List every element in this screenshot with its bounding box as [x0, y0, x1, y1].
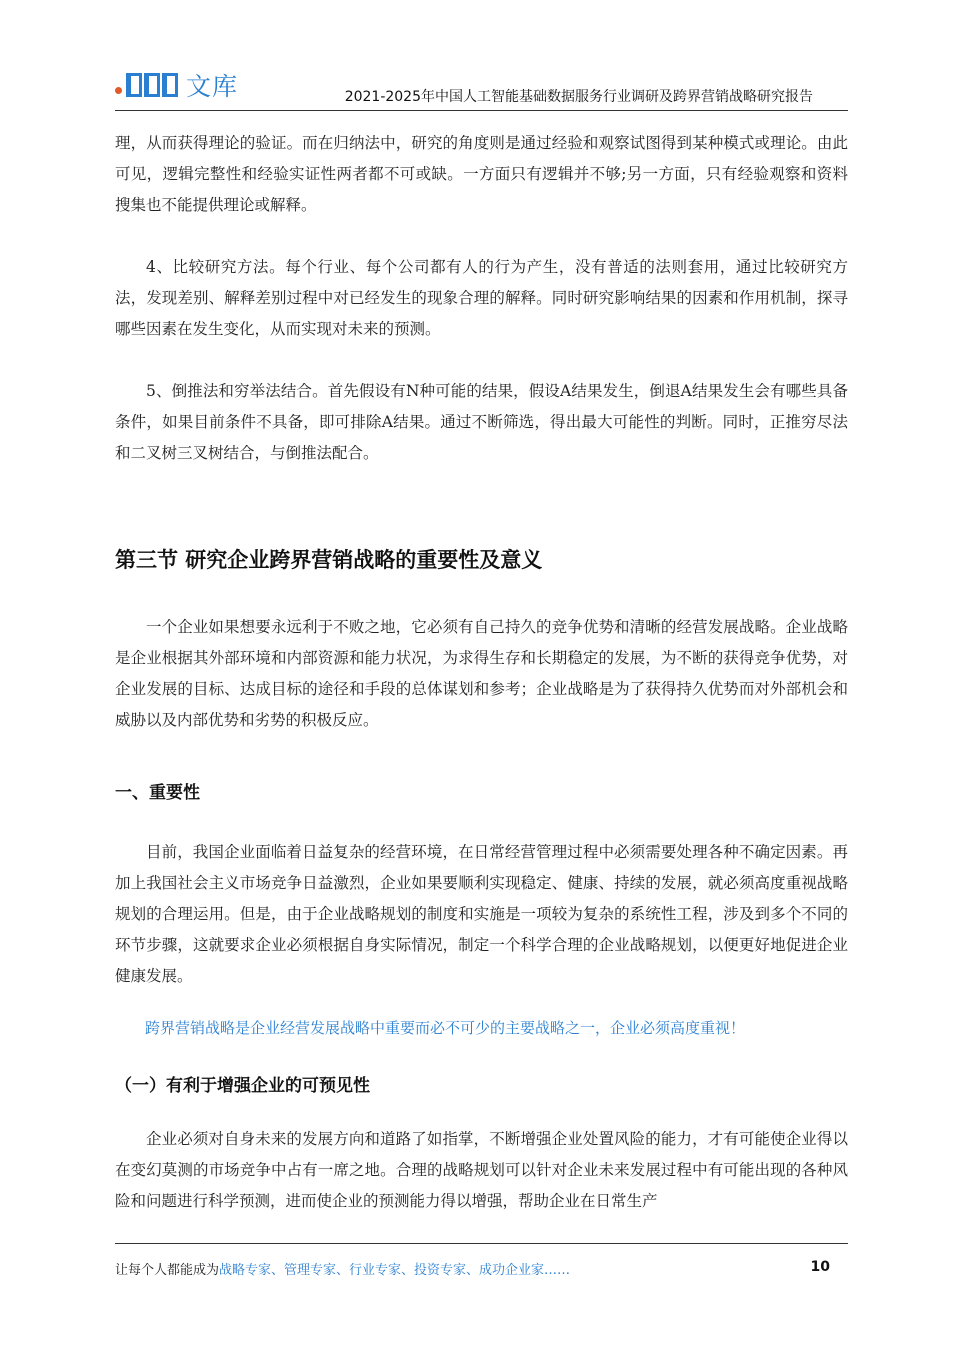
- paragraph-backward-method: 5、倒推法和穷举法结合。首先假设有N种可能的结果，假设A结果发生，倒退A结果发生会有哪些具备条件，如果目前条件不具备，即可排除A结果。通过不断筛选，得出最大可能性的判断。同时，正推穷尽法和二叉树三叉树结合，与倒推法配合。: [115, 382, 848, 462]
- section-title: 第三节 研究企业跨界营销战略的重要性及意义: [115, 548, 543, 572]
- logo-dot-icon: [115, 87, 122, 94]
- logo: [115, 68, 238, 102]
- page-footer: [115, 1243, 848, 1278]
- page-number: 10: [810, 1259, 830, 1275]
- logo-mark-icon: [126, 73, 178, 97]
- paragraph-comparative-method: 4、比较研究方法。每个行业、每个公司都有人的行为产生，没有普适的法则套用，通过比较研究方法，发现差别、解释差别过程中对已经发生的现象合理的解释。同时研究影响结果的因素和作用机制，探寻哪些因素在发生变化，从而实现对未来的预测。: [115, 258, 848, 338]
- report-title: 2021-2025年中国人工智能基础数据服务行业调研及跨界营销战略研究报告: [344, 89, 813, 105]
- header-divider: [115, 110, 848, 111]
- paragraph-predictability: 企业必须对自身未来的发展方向和道路了如指掌，不断增强企业处置风险的能力，才有可能使企业得以在变幻莫测的市场竞争中占有一席之地。合理的战略规划可以针对企业未来发展过程中有可能出现的各种风险和问题进行科学预测，进而使企业的预测能力得以增强，帮助企业在日常生产: [115, 1130, 848, 1210]
- footer-divider: [115, 1243, 848, 1244]
- heading-importance: 一、重要性: [115, 783, 200, 803]
- heading-predictability: （一）有利于增强企业的可预见性: [115, 1076, 370, 1096]
- paragraph-enterprise-strategy: 一个企业如果想要永远利于不败之地，它必须有自己持久的竞争优势和清晰的经营发展战略。企业战略是企业根据其外部环境和内部资源和能力状况，为求得生存和长期稳定的发展，为不断的获得竞争优势，对企业发展的目标、达成目标的途径和手段的总体谋划和参考；企业战略是为了获得持久优势而对外部机会和威胁以及内部优势和劣势的积极反应。: [115, 618, 848, 729]
- page-header: [115, 68, 848, 112]
- paragraph-induction: 理，从而获得理论的验证。而在归纳法中，研究的角度则是通过经验和观察试图得到某种模式或理论。由此可见，逻辑完整性和经验实证性两者都不可或缺。一方面只有逻辑并不够;另一方面，只有经验观察和资料搜集也不能提供理论或解释。: [115, 134, 848, 214]
- footer-slogan-roles: 战略专家、管理专家、行业专家、投资专家、成功企业家……: [219, 1263, 571, 1278]
- footer-slogan-prefix: 让每个人都能成为: [115, 1263, 220, 1278]
- paragraph-importance: 目前，我国企业面临着日益复杂的经营环境，在日常经营管理过程中必须需要处理各种不确定因素。再加上我国社会主义市场竞争日益激烈，企业如果要顺利实现稳定、健康、持续的发展，就必须高度重视战略规划的合理运用。但是，由于企业战略规划的制度和实施是一项较为复杂的系统性工程，涉及到多个不同的环节步骤，这就要求企业必须根据自身实际情况，制定一个科学合理的企业战略规划，以便更好地促进企业健康发展。: [115, 843, 848, 985]
- page-content: [115, 128, 848, 1217]
- footer-slogan: [115, 1259, 570, 1278]
- highlight-statement: 跨界营销战略是企业经营发展战略中重要而必不可少的主要战略之一，企业必须高度重视！: [145, 1019, 746, 1037]
- logo-text: 文库: [186, 72, 239, 101]
